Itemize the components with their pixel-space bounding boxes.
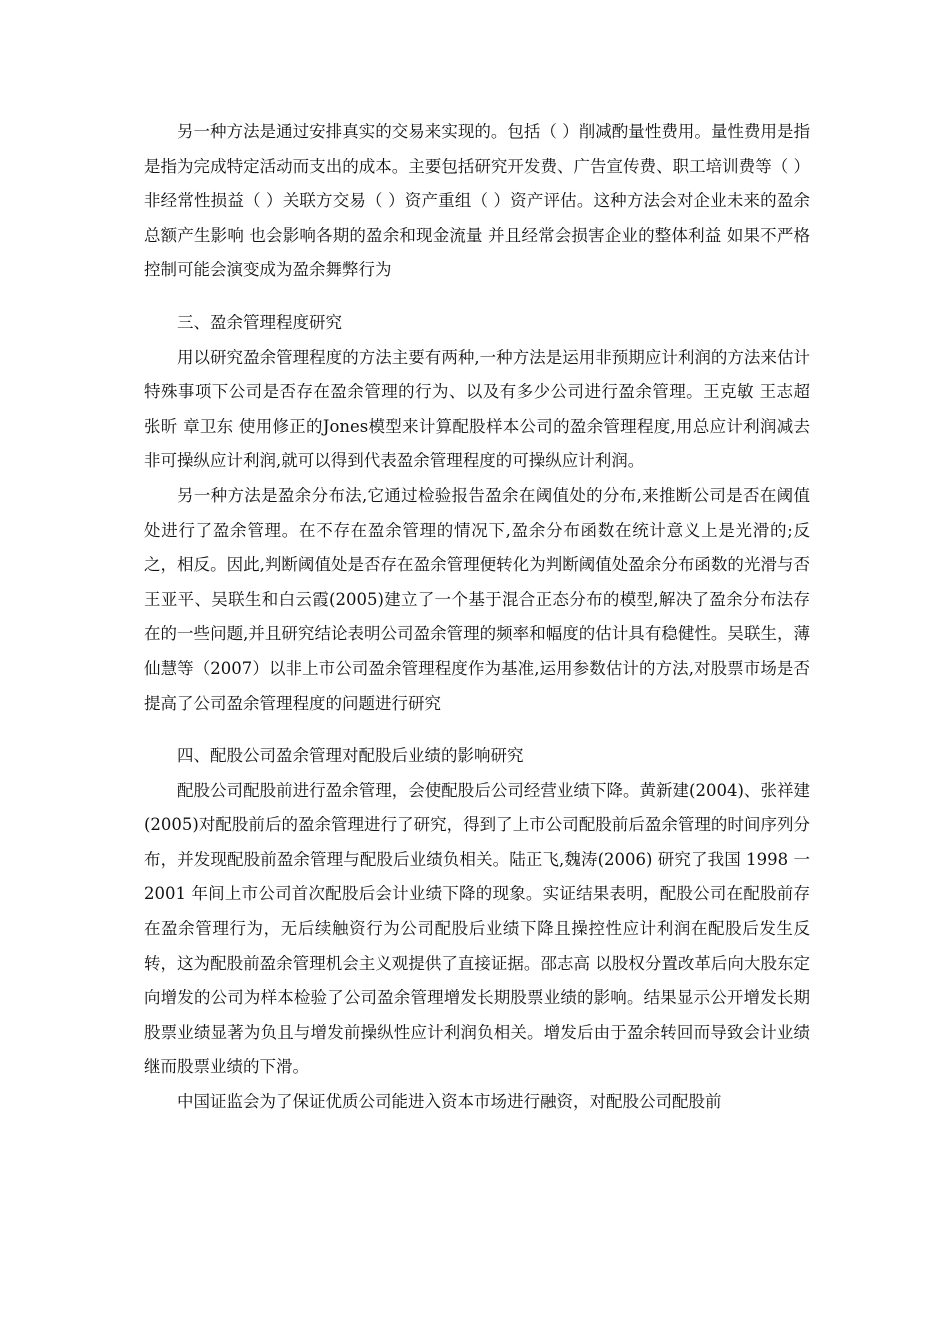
paragraph-csrc: 中国证监会为了保证优质公司能进入资本市场进行融资，对配股公司配股前 — [177, 1092, 722, 1112]
paragraph-gap — [144, 288, 810, 306]
paragraph-gap — [144, 721, 810, 739]
paragraph-real-transactions: 另一种方法是通过安排真实的交易来实现的。包括（ ）削减酌量性费用。量性费用是指是指为完成特定活动而支出的成本。主要包括研究开发费、广告宣传费、职工培训费等（ ）非经常性损益（ ）关联方交易（ ）资产重组（ ）资产评估。这种方法会对企业未来的盈余总额产生影响 也会影响各期的盈余和现金流量 并且经常会损害企业的整体利益 如果不严格控制可能会演变成为盈余舞弊行为 — [144, 122, 810, 280]
paragraph-rights-issue-impact: 配股公司配股前进行盈余管理，会使配股后公司经营业绩下降。黄新建(2004)、张祥建(2005)对配股前后的盈余管理进行了研究，得到了上市公司配股前后盈余管理的时间序列分布，并发现配股前盈余管理与配股后业绩负相关。陆正飞,魏涛(2006) 研究了我国 1998 一 2001 年间上市公司首次配股后会计业绩下降的现象。实证结果表明，配股公司在配股前存在盈余管理行为，无后续触资行为公司配股后业绩下降且操控性应计利润在配股后发生反转，这为配股前盈余管理机会主义观提供了直接证据。邵志高 以股权分置改革后向大股东定向增发的公司为样本检验了公司盈余管理增发长期股票业绩的影响。结果显示公开增发长期股票业绩显著为负且与增发前操纵性应计利润负相关。增发后由于盈余转回而导致会计业绩继而股票业绩的下滑。 — [144, 780, 810, 1077]
section-heading-3: 三、盈余管理程度研究 — [177, 312, 342, 332]
paragraph-distribution-method: 另一种方法是盈余分布法,它通过检验报告盈余在阈值处的分布,来推断公司是否在阈值处进行了盈余管理。在不存在盈余管理的情况下,盈余分布函数在统计意义上是光滑的;反之，相反。因此,判断阈值处是否存在盈余管理便转化为判断阈值处盈余分布函数的光滑与否王亚平、吴联生和白云霞(2005)建立了一个基于混合正态分布的模型,解决了盈余分布法存在的一些问题,并且研究结论表明公司盈余管理的频率和幅度的估计具有稳健性。吴联生，薄仙慧等（2007）以非上市公司盈余管理程度作为基准,运用参数估计的方法,对股票市场是否提高了公司盈余管理程度的问题进行研究 — [144, 485, 810, 713]
paragraph-accrual-method: 用以研究盈余管理程度的方法主要有两种,一种方法是运用非预期应计利润的方法来估计特殊事项下公司是否存在盈余管理的行为、以及有多少公司进行盈余管理。王克敏 王志超 张昕 章卫东 使用修正的Jones模型来计算配股样本公司的盈余管理程度,用总应计利润减去非可操纵应计利润,就可以得到代表盈余管理程度的可操纵应计利润。 — [144, 347, 810, 471]
document-body — [144, 115, 810, 1120]
section-heading-4: 四、配股公司盈余管理对配股后业绩的影响研究 — [177, 746, 524, 766]
